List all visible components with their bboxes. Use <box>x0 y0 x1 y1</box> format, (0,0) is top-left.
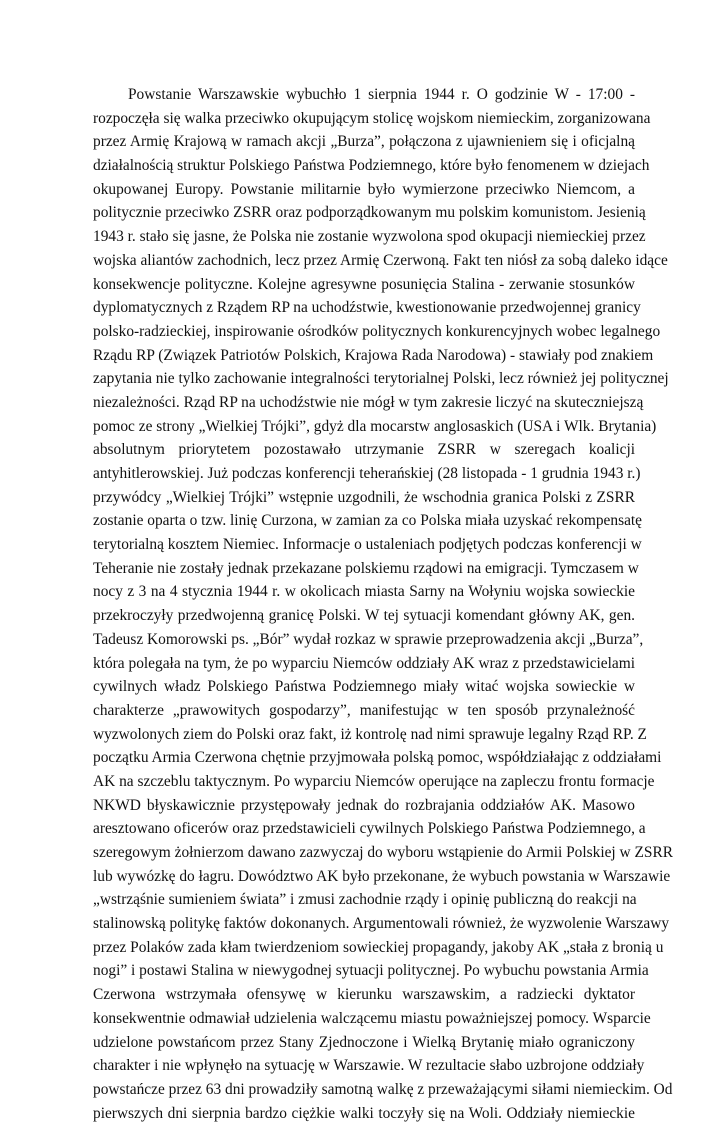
paragraph-line: NKWD błyskawicznie przystępowały jednak do rozbrajania oddziałów AK. Masowo <box>93 796 635 814</box>
paragraph-line: udzielone powstańcom przez Stany Zjednoczone i Wielką Brytanię miało ograniczony <box>93 1033 635 1051</box>
paragraph-line: początku Armia Czerwona chętnie przyjmowała polską pomoc, współdziałając z oddziałami <box>93 749 662 767</box>
paragraph-line: stalinowską politykę faktów dokonanych. Argumentowali również, że wyzwolenie Warszawy <box>93 915 670 933</box>
paragraph-line: okupowanej Europy. Powstanie militarnie było wymierzone przeciwko Niemcom, a <box>93 180 635 198</box>
paragraph-line: dyplomatycznych z Rządem RP na uchodźstwie, kwestionowanie przedwojennej granicy <box>93 299 641 317</box>
paragraph-line: absolutnym priorytetem pozostawało utrzymanie ZSRR w szeregach koalicji <box>93 441 635 459</box>
paragraph-line: cywilnych władz Polskiego Państwa Podziemnego miały witać wojska sowieckie w <box>93 678 635 696</box>
document-body <box>93 83 674 1125</box>
paragraph-line: AK na szczeblu taktycznym. Po wyparciu Niemców operujące na zapleczu frontu formacje <box>93 772 655 790</box>
paragraph-line: przez Armię Krajową w ramach akcji „Burza”, połączona z ujawnieniem się i oficjalną <box>93 133 635 151</box>
paragraph-line: terytorialną kosztem Niemiec. Informacje o ustaleniach podjętych podczas konferencji w <box>93 536 642 554</box>
paragraph-line: Czerwona wstrzymała ofensywę w kierunku warszawskim, a radziecki dyktator <box>93 986 635 1004</box>
paragraph-line: Teheranie nie zostały jednak przekazane polskiemu rządowi na emigracji. Tymczasem w <box>93 559 639 577</box>
paragraph-line: Tadeusz Komorowski ps. „Bór” wydał rozkaz w sprawie przeprowadzenia akcji „Burza”, <box>93 630 644 648</box>
paragraph-line: powstańcze przez 63 dni prowadziły samotną walkę z przeważającymi siłami niemieckim. Od <box>93 1080 673 1098</box>
paragraph-line: przekroczyły przedwojenną granicę Polski. W tej sytuacji komendant główny AK, gen. <box>93 607 635 625</box>
paragraph-line: zostanie oparta o tzw. linię Curzona, w zamian za co Polska miała uzyskać rekompensatę <box>93 512 643 530</box>
paragraph-line: nogi” i postawi Stalina w niewygodnej sytuacji politycznej. Po wybuchu powstania Armia <box>93 962 649 980</box>
paragraph-line: Rządu RP (Związek Patriotów Polskich, Krajowa Rada Narodowa) - stawiały pod znakiem <box>93 346 654 364</box>
paragraph-line: przywódcy „Wielkiej Trójki” wstępnie uzgodnili, że wschodnia granica Polski z ZSRR <box>93 488 635 506</box>
paragraph-line: która polegała na tym, że po wyparciu Niemców oddziały AK wraz z przedstawicielami <box>93 654 635 672</box>
paragraph-line: konsekwentnie odmawiał udzielenia walczącemu miastu poważniejszej pomocy. Wsparcie <box>93 1009 651 1027</box>
paragraph-line: charakterze „prawowitych gospodarzy”, manifestując w ten sposób przynależność <box>93 701 635 719</box>
paragraph-line: lub wywózkę do łagru. Dowództwo AK było przekonane, że wybuch powstania w Warszawie <box>93 867 671 885</box>
paragraph-line: szeregowym żołnierzom dawano zazwyczaj do wyboru wstąpienie do Armii Polskiej w ZSRR <box>93 844 674 861</box>
paragraph-line: pomoc ze strony „Wielkiej Trójki”, gdyż dla mocarstw anglosaskich (USA i Wlk. Brytania) <box>93 417 657 435</box>
paragraph-line: wojska aliantów zachodnich, lecz przez Armię Czerwoną. Fakt ten niósł za sobą daleko idące <box>93 251 668 269</box>
paragraph-line: charakter i nie wpłynęło na sytuację w Warszawie. W rezultacie słabo uzbrojone oddziały <box>93 1057 645 1075</box>
paragraph-line: konsekwencje polityczne. Kolejne agresywne posunięcia Stalina - zerwanie stosunków <box>93 275 635 293</box>
paragraph-line: 1943 r. stało się jasne, że Polska nie zostanie wyzwolona spod okupacji niemieckiej przez <box>93 228 646 246</box>
paragraph-line: niezależności. Rząd RP na uchodźstwie nie mógł w tym zakresie liczyć na skuteczniejszą <box>93 393 644 411</box>
paragraph-line: pierwszych dni sierpnia bardzo ciężkie walki toczyły się na Woli. Oddziały niemieckie <box>93 1104 635 1122</box>
paragraph-line: działalnością struktur Polskiego Państwa Podziemnego, które było fenomenem w dziejach <box>93 157 650 175</box>
paragraph-line: zapytania nie tylko zachowanie integralności terytorialnej Polski, lecz również jej politycznej <box>93 370 669 388</box>
paragraph-line: politycznie przeciwko ZSRR oraz podporządkowanym mu polskim komunistom. Jesienią <box>93 204 646 222</box>
paragraph-line: Powstanie Warszawskie wybuchło 1 sierpnia 1944 r. O godzinie W - 17:00 - <box>128 86 635 103</box>
paragraph-line: aresztowano oficerów oraz przedstawicieli cywilnych Polskiego Państwa Podziemnego, a <box>93 820 646 838</box>
paragraph-line: polsko-radzieckiej, inspirowanie ośrodków politycznych konkurencyjnych wobec legalnego <box>93 322 661 340</box>
paragraph-line: rozpoczęła się walka przeciwko okupującym stolicę wojskom niemieckim, zorganizowana <box>93 109 651 127</box>
paragraph-line: antyhitlerowskiej. Już podczas konferencji teherańskiej (28 listopada - 1 grudnia 1943 r.) <box>93 465 641 482</box>
paragraph-line: wyzwolonych ziem do Polski oraz fakt, iż kontrolę nad nimi sprawuje legalny Rząd RP. Z <box>93 725 647 743</box>
paragraph-line: „wstrząśnie sumieniem świata” i zmusi zachodnie rządy i opinię publiczną do reakcji na <box>93 891 637 909</box>
paragraph-line: przez Polaków zada kłam twierdzeniom sowieckiej propagandy, jakoby AK „stała z bronią u <box>93 938 664 956</box>
paragraph-line: nocy z 3 na 4 stycznia 1944 r. w okolicach miasta Sarny na Wołyniu wojska sowieckie <box>93 583 635 601</box>
